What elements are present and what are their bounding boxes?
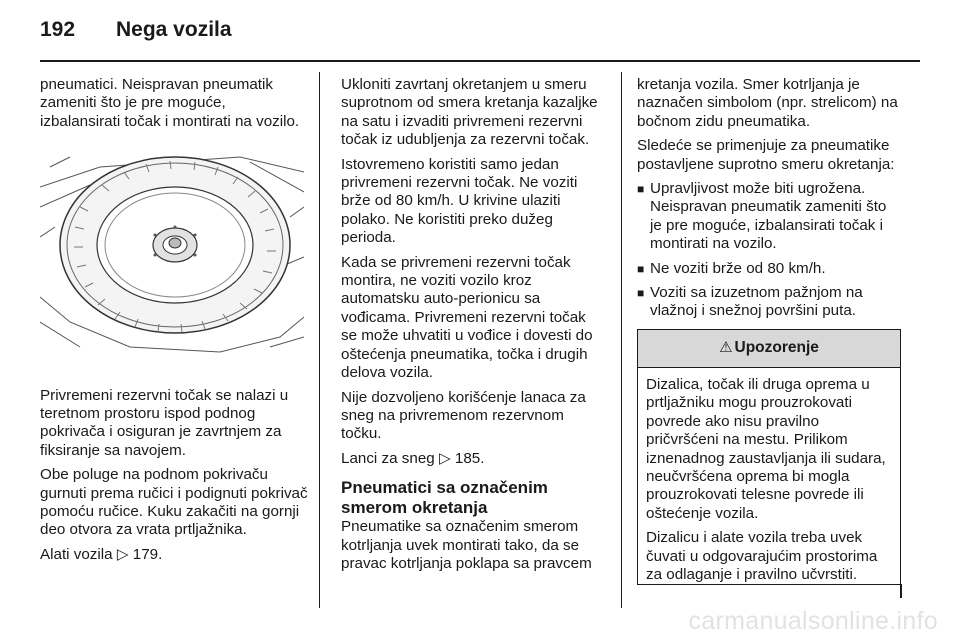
column-2 [341, 76, 603, 579]
page-reference-icon: ▷ [438, 449, 451, 467]
paragraph: Kada se privremeni rezervni točak montira, ne voziti vozilo kroz automatsku auto-perionicu sa vođicama. Privremeni rezervni točak se može uhvatiti u vođice i dovesti do oštećenja pneumatika, točka i drugih delova vozila. [341, 253, 593, 382]
page-number: 192 [40, 18, 76, 41]
list-item: ■ Voziti sa izuzetnom pažnjom na vlažnoj i snežnoj površini puta. [637, 284, 863, 320]
bullet-square-icon: ■ [637, 261, 645, 276]
page-reference-icon: ▷ [116, 545, 129, 563]
page-header [40, 18, 232, 48]
column-divider-2 [621, 72, 622, 608]
paragraph: kretanja vozila. Smer kotrljanja je naznačen simbolom (npr. strelicom) na bočnom zidu pneumatika. [637, 76, 898, 130]
paragraph: Nije dozvoljeno korišćenje lanaca za sneg na privremenom rezervnom točku. [341, 388, 586, 443]
column-1 [40, 76, 308, 570]
bullet-list [637, 180, 901, 321]
paragraph: Pneumatike sa označenim smerom kotrljanja uvek montirati tako, da se pravac kotrljanja poklapa sa pravcem [341, 518, 592, 572]
paragraph: Ukloniti zavrtanj okretanjem u smeru suprotnom od smera kretanja kazaljke na satu i izvaditi privremeni rezervni točak iz udubljenja za rezervni točak. [341, 76, 598, 149]
column-3 [637, 76, 901, 585]
paragraph: Dizalicu i alate vozila treba uvek čuvati u odgovarajućim prostorima za odlaganje i pravilno učvrstiti. [646, 529, 878, 583]
header-rule [40, 60, 920, 62]
paragraph: Obe poluge na podnom pokrivaču gurnuti prema ručici i podignuti pokrivač pomoću ručice. Kuku zakačiti na gornji deo otvora za vrata prtljažnika. [40, 466, 308, 539]
list-item: ■ Ne voziti brže od 80 km/h. [637, 259, 826, 277]
warning-box [637, 329, 901, 585]
bullet-square-icon: ■ [637, 182, 645, 197]
bullet-square-icon: ■ [637, 286, 645, 301]
paragraph: Alati vozila ▷ 179. [40, 545, 163, 563]
subheading: Pneumatici sa označenim smerom okretanja [341, 478, 548, 518]
list-item: ■ Upravljivost može biti ugrožena. Neispravan pneumatik zameniti što je pre moguće, izbalansirati točak i montirati na vozilo. [637, 180, 887, 253]
paragraph: Istovremeno koristiti samo jedan privremeni rezervni točak. Ne voziti brže od 80 km/h. U krivine ulaziti polako. Ne koristiti preko dužeg perioda. [341, 155, 578, 247]
warning-title: Upozorenje [734, 339, 819, 357]
page-reference-link[interactable]: 185. [454, 449, 485, 467]
warning-triangle-icon: ⚠ [719, 339, 733, 357]
paragraph: Privremeni rezervni točak se nalazi u teretnom prostoru ispod podnog pokrivača i osiguran je zavrtnjem za fiksiranje sa navojem. [40, 386, 289, 459]
warning-body [638, 368, 900, 584]
warning-header [638, 330, 900, 368]
paragraph: Dizalica, točak ili druga oprema u prtljažniku mogu prouzrokovati povrede ako nisu pravilno pričvršćeni na mestu. Prilikom iznenadnog zaustavljanja ili sudara, neučvršćena oprema bi mogla prouzrokovati telesne povrede ili oštećenje vozila. [646, 375, 886, 522]
page-reference-link[interactable]: 179. [132, 545, 163, 563]
paragraph: Sledeće se primenjuje za pneumatike postavljene suprotno smeru okretanja: [637, 137, 895, 173]
paragraph: Lanci za sneg ▷ 185. [341, 449, 485, 467]
paragraph: pneumatici. Neispravan pneumatik zameniti što je pre moguće, izbalansirati točak i montirati na vozilo. [40, 76, 300, 130]
section-title: Nega vozila [116, 18, 232, 41]
watermark: carmanualsonline.info [688, 607, 938, 635]
column-divider-1 [319, 72, 320, 608]
spare-wheel-illustration [40, 147, 304, 357]
